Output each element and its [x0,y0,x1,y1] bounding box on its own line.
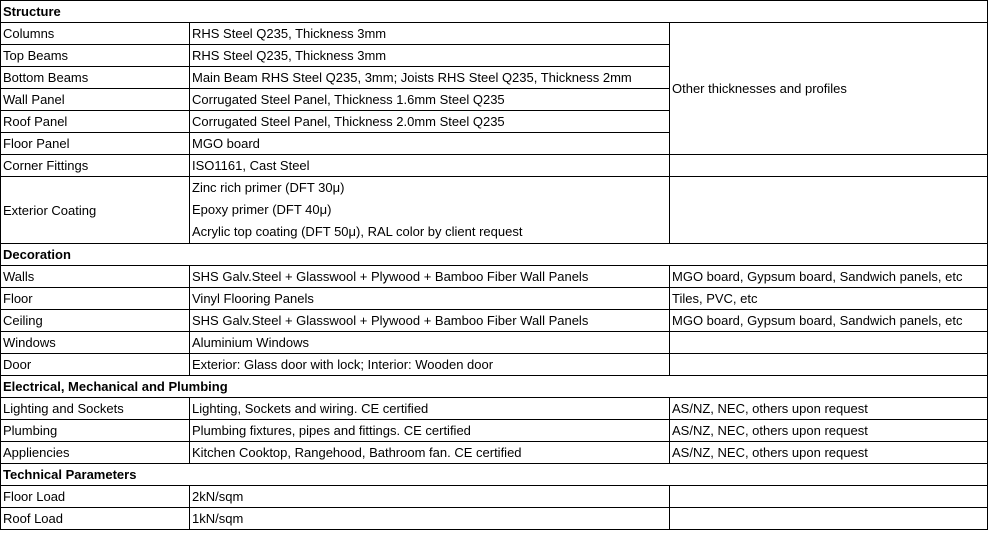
row-label: Floor [1,288,190,310]
row-value [190,177,670,244]
row-value: 1kN/sqm [190,508,670,530]
table-row [1,508,988,530]
section-row-technical [1,464,988,486]
row-value: Vinyl Flooring Panels [190,288,670,310]
row-value: Corrugated Steel Panel, Thickness 2.0mm Steel Q235 [190,111,670,133]
row-label: Door [1,354,190,376]
row-option [670,155,988,177]
table-row [1,155,988,177]
section-heading: Decoration [1,244,988,266]
row-label: Walls [1,266,190,288]
table-row [1,177,988,244]
section-row-structure [1,1,988,23]
row-value: SHS Galv.Steel + Glasswool + Plywood + Bamboo Fiber Wall Panels [190,266,670,288]
table-row [1,354,988,376]
row-option [670,508,988,530]
table-row [1,266,988,288]
row-value: Main Beam RHS Steel Q235, 3mm; Joists RHS Steel Q235, Thickness 2mm [190,67,670,89]
row-label: Top Beams [1,45,190,67]
row-value: Aluminium Windows [190,332,670,354]
row-label: Roof Load [1,508,190,530]
row-value: 2kN/sqm [190,486,670,508]
row-option [670,354,988,376]
row-value: RHS Steel Q235, Thickness 3mm [190,45,670,67]
coating-line: Acrylic top coating (DFT 50μ), RAL color by client request [192,224,523,239]
section-heading: Structure [1,1,988,23]
section-row-decoration [1,244,988,266]
row-label: Floor Load [1,486,190,508]
row-option: MGO board, Gypsum board, Sandwich panels, etc [670,310,988,332]
section-heading: Electrical, Mechanical and Plumbing [1,376,988,398]
row-option: MGO board, Gypsum board, Sandwich panels, etc [670,266,988,288]
row-label: Columns [1,23,190,45]
row-label: Windows [1,332,190,354]
row-label: Plumbing [1,420,190,442]
row-option: Tiles, PVC, etc [670,288,988,310]
row-value: SHS Galv.Steel + Glasswool + Plywood + Bamboo Fiber Wall Panels [190,310,670,332]
row-option [670,332,988,354]
row-label: Bottom Beams [1,67,190,89]
row-label: Roof Panel [1,111,190,133]
row-value: Plumbing fixtures, pipes and fittings. CE certified [190,420,670,442]
row-option: AS/NZ, NEC, others upon request [670,442,988,464]
table-row [1,310,988,332]
row-option: AS/NZ, NEC, others upon request [670,420,988,442]
row-option: AS/NZ, NEC, others upon request [670,398,988,420]
row-label: Exterior Coating [1,177,190,244]
table-row [1,288,988,310]
row-value: Kitchen Cooktop, Rangehood, Bathroom fan. CE certified [190,442,670,464]
coating-line: Zinc rich primer (DFT 30μ) [192,180,345,195]
section-heading: Technical Parameters [1,464,988,486]
table-row [1,442,988,464]
row-option: Other thicknesses and profiles [670,23,988,155]
row-value: MGO board [190,133,670,155]
row-label: Lighting and Sockets [1,398,190,420]
row-value: Lighting, Sockets and wiring. CE certified [190,398,670,420]
row-option [670,486,988,508]
table-row [1,486,988,508]
table-row [1,23,988,45]
row-label: Ceiling [1,310,190,332]
row-value: ISO1161, Cast Steel [190,155,670,177]
row-label: Corner Fittings [1,155,190,177]
section-row-emp [1,376,988,398]
row-label: Floor Panel [1,133,190,155]
row-value: Exterior: Glass door with lock; Interior: Wooden door [190,354,670,376]
row-label: Wall Panel [1,89,190,111]
row-label: Appliencies [1,442,190,464]
table-row [1,332,988,354]
coating-line: Epoxy primer (DFT 40μ) [192,202,332,217]
table-row [1,398,988,420]
row-value: Corrugated Steel Panel, Thickness 1.6mm Steel Q235 [190,89,670,111]
row-value: RHS Steel Q235, Thickness 3mm [190,23,670,45]
table-row [1,420,988,442]
row-option [670,177,988,244]
